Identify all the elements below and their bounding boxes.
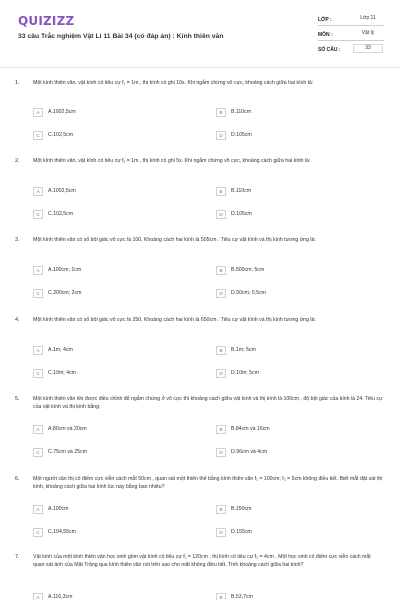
option-a[interactable] — [33, 593, 183, 600]
option-text: B.110cm — [231, 109, 252, 115]
option-c[interactable] — [33, 210, 183, 221]
question-text: Một kính thiên văn, vật kính có tiêu cự f₁ = 1m , thị kính có ghi 10x. Khi ngắm chừng vô cực, khoảng cách giữa hai kính là: — [33, 80, 314, 86]
option-text: A.100cm; 1cm — [48, 267, 82, 273]
option-text: C.102,5cm — [48, 132, 74, 138]
option-d[interactable] — [216, 289, 366, 300]
option-letter-box: D — [216, 528, 226, 537]
question-number: 1. — [15, 80, 20, 86]
option-b[interactable] — [216, 108, 366, 119]
option-letter-box: A — [33, 108, 43, 117]
option-text: D.50cm; 0,5cm — [231, 290, 266, 296]
subject-divider — [318, 40, 384, 41]
option-text: C.104,55cm — [48, 529, 76, 535]
option-text: B.1m; 5cm — [231, 347, 256, 353]
option-c[interactable] — [33, 448, 183, 459]
option-letter-box: D — [216, 131, 226, 140]
option-text: C.200cm; 2cm — [48, 290, 82, 296]
option-text: B.53,7cm — [231, 594, 253, 600]
question-text: Một kính thiên văn có số bội giác vô cực là 250. Khoảng cách hai kính là 650cm . Tiêu cự vật kính và thị kính tương ứng là: — [33, 317, 316, 323]
option-text: A.100cm — [48, 506, 69, 512]
option-text: B.150cm — [231, 506, 252, 512]
option-b[interactable] — [216, 593, 366, 600]
option-letter-box: A — [33, 266, 43, 275]
subject-label: MÔN : — [318, 32, 333, 38]
option-c[interactable] — [33, 131, 183, 142]
question-text: Một người cận thị có điểm cực viễn cách mắt 50cm , quan sát một thiên thể bằng kính thiên văn f₁ = 100cm; f₂ = 5cm không điều tiết. Biết mắt đặt sát thị kính, khoảng cách giữa hai kính lúc này bằng bao nhiêu? — [33, 476, 383, 490]
option-a[interactable] — [33, 108, 183, 119]
option-text: D.155cm — [231, 529, 252, 535]
option-letter-box: B — [216, 108, 226, 117]
option-letter-box: A — [33, 425, 43, 434]
option-c[interactable] — [33, 289, 183, 300]
option-letter-box: D — [216, 289, 226, 298]
count-label: SỐ CÂU : — [318, 47, 341, 53]
subject-value: Vật lý — [361, 30, 375, 36]
option-d[interactable] — [216, 369, 366, 380]
question-number: 2. — [15, 158, 20, 164]
option-letter-box: A — [33, 346, 43, 355]
option-a[interactable] — [33, 505, 183, 516]
option-a[interactable] — [33, 266, 183, 277]
option-text: B.84cm và 16cm — [231, 426, 270, 432]
quizizz-logo: QUIZIZZ — [18, 14, 75, 28]
option-letter-box: B — [216, 346, 226, 355]
option-letter-box: B — [216, 266, 226, 275]
option-letter-box: B — [216, 505, 226, 514]
option-letter-box: A — [33, 593, 43, 600]
option-letter-box: C — [33, 369, 43, 378]
option-b[interactable] — [216, 425, 366, 436]
option-d[interactable] — [216, 448, 366, 459]
option-b[interactable] — [216, 266, 366, 277]
worksheet-header — [0, 0, 400, 64]
option-letter-box: C — [33, 131, 43, 140]
option-letter-box: C — [33, 289, 43, 298]
option-text: D.10m; 5cm — [231, 370, 259, 376]
question-number: 6. — [15, 476, 20, 482]
option-letter-box: B — [216, 425, 226, 434]
option-letter-box: D — [216, 369, 226, 378]
class-label: LỚP : — [318, 17, 332, 23]
option-text: C.10m; 4cm — [48, 370, 76, 376]
question-text: Một kính thiên văn, vật kính có tiêu cự f₁ = 1m , thị kính có ghi 5x. Khi ngắm chừng vô cực, khoảng cách giữa hai kính là: — [33, 158, 311, 164]
option-text: D.105cm — [231, 132, 252, 138]
option-text: A.1002,5cm — [48, 188, 76, 194]
option-text: D.96cm và 4cm — [231, 449, 268, 455]
option-a[interactable] — [33, 425, 183, 436]
option-b[interactable] — [216, 505, 366, 516]
option-c[interactable] — [33, 528, 183, 539]
option-text: A.1m; 4cm — [48, 347, 73, 353]
count-value: 33 — [365, 45, 371, 51]
option-letter-box: A — [33, 187, 43, 196]
option-a[interactable] — [33, 187, 183, 198]
option-text: B.500cm; 5cm — [231, 267, 265, 273]
option-a[interactable] — [33, 346, 183, 357]
option-text: B.110cm — [231, 188, 252, 194]
question-text: Vật kính của một kính thiên văn học sinh gồm vật kính có tiêu cự f₁ = 120cm , thị kính có tiêu cự f₂ = 4cm . Một học sinh có điểm cực viễn cách mắt quan sát ảnh của Mặt Trăng qua kính thiên văn nói trên sao cho mắt không điều tiết. Tính khoảng cách giữa hai kính? — [33, 554, 371, 568]
option-d[interactable] — [216, 210, 366, 221]
question-text: Một kính thiên văn có số bội giác vô cực là 100. Khoảng cách hai kính là 505cm . Tiêu cự vật kính và thị kính tương ứng là: — [33, 237, 316, 243]
header-divider — [0, 67, 400, 68]
question-text: Một kính thiên văn khi được điều chỉnh để ngắm chừng ở vô cực thì khoảng cách giữa vật kính và thị kính là 100cm , độ bội giác của kính là 24. Tiêu cự của vật kính và thị kính bằng: — [33, 396, 383, 410]
option-d[interactable] — [216, 131, 366, 142]
worksheet-title: 33 câu Trắc nghiệm Vật Lí 11 Bài 34 (có đáp án) : Kính thiên văn — [18, 33, 224, 40]
question-number: 4. — [15, 317, 20, 323]
class-value: Lớp 11 — [360, 15, 376, 21]
question-number: 5. — [15, 396, 20, 402]
option-b[interactable] — [216, 187, 366, 198]
option-letter-box: D — [216, 448, 226, 457]
question-number: 7. — [15, 554, 20, 560]
option-letter-box: B — [216, 187, 226, 196]
option-text: A.116,3cm — [48, 594, 73, 600]
option-c[interactable] — [33, 369, 183, 380]
option-letter-box: A — [33, 505, 43, 514]
option-letter-box: C — [33, 210, 43, 219]
option-letter-box: C — [33, 448, 43, 457]
option-letter-box: B — [216, 593, 226, 600]
class-divider — [318, 25, 384, 26]
option-d[interactable] — [216, 528, 366, 539]
option-text: C.102,5cm — [48, 211, 74, 217]
option-letter-box: D — [216, 210, 226, 219]
option-text: A.80cm và 20cm — [48, 426, 87, 432]
option-b[interactable] — [216, 346, 366, 357]
option-text: C.75cm và 25cm — [48, 449, 87, 455]
question-number: 3. — [15, 237, 20, 243]
option-text: A.1002,5cm — [48, 109, 76, 115]
option-letter-box: C — [33, 528, 43, 537]
option-text: D.105cm — [231, 211, 252, 217]
